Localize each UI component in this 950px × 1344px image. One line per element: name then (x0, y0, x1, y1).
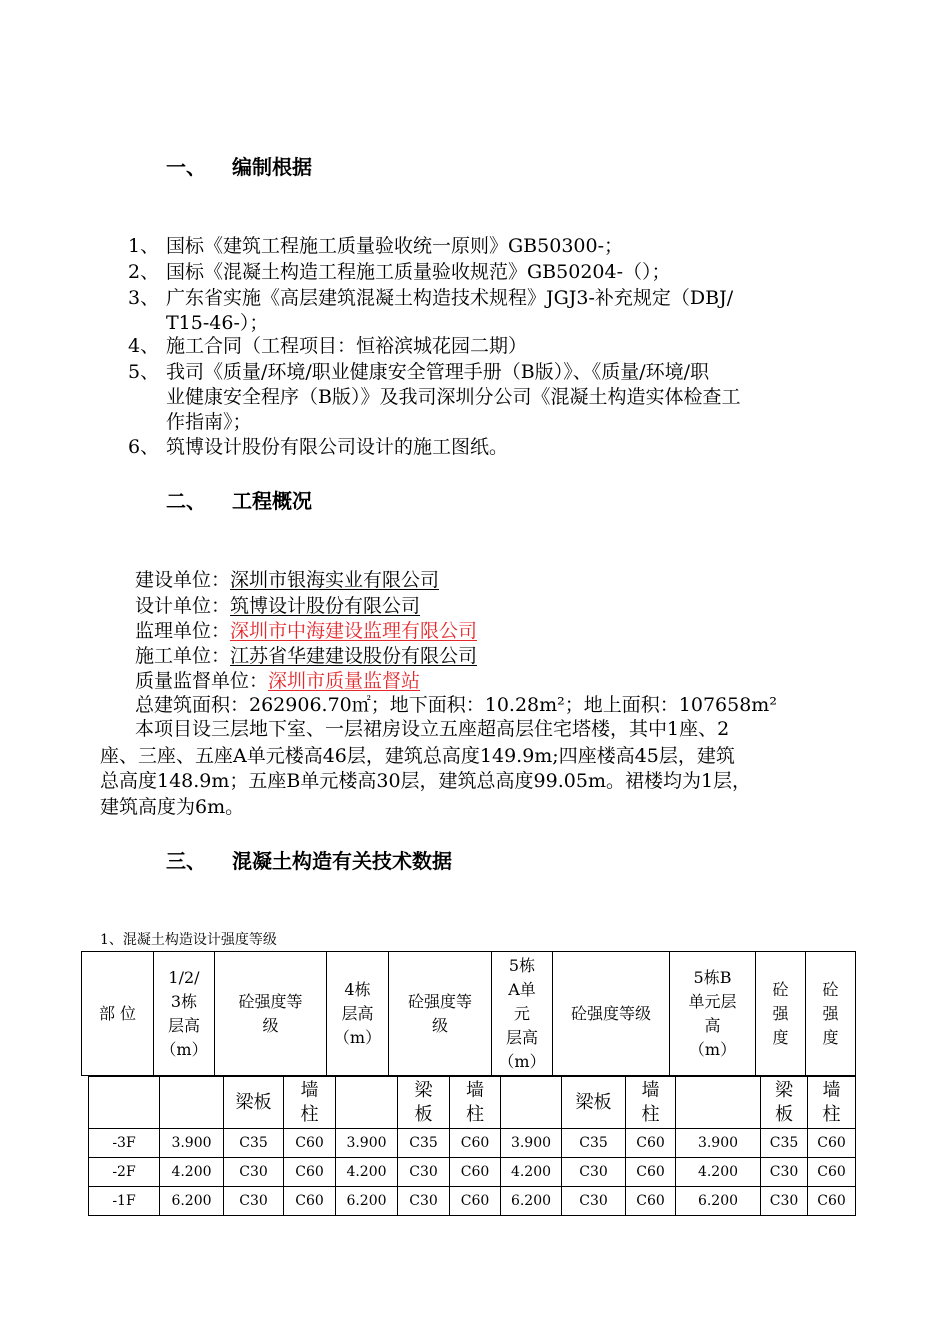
header-grade-2 (389, 952, 492, 1076)
table-cell: C60 (808, 1129, 856, 1158)
contractor-line (135, 644, 477, 669)
heading-title: 混凝土构造有关技术数据 (232, 849, 452, 873)
table-cell: C60 (626, 1158, 676, 1187)
header-grade-1 (215, 952, 327, 1076)
header-text: 元 (513, 1003, 530, 1023)
header-height-5a (492, 952, 553, 1076)
table-cell: C35 (398, 1129, 450, 1158)
table-cell: C60 (808, 1158, 856, 1187)
description-line: 本项目设三层地下室、一层裙房设立五座超高层住宅塔楼，其中1座、2 (135, 718, 730, 740)
header-text: 度 (822, 1027, 839, 1047)
list-index: 6、 (128, 436, 160, 458)
header-text: 砼强度等 (238, 991, 303, 1011)
list-item (128, 260, 858, 284)
supervisor-link[interactable]: 深圳市中海建设监理有限公司 (230, 620, 478, 642)
contractor-link[interactable]: 江苏省华建建设股份有限公司 (230, 645, 478, 667)
header-text: 级 (262, 1015, 279, 1035)
header-height-4 (327, 952, 389, 1076)
info-label: 质量监督单位： (135, 670, 269, 692)
table-cell: C35 (562, 1129, 626, 1158)
header-text: 5栋 (508, 955, 536, 975)
header-text: 度 (772, 1027, 789, 1047)
list-index: 4、 (128, 335, 160, 357)
table-cell: 3.900 (676, 1129, 761, 1158)
table-cell: C30 (224, 1187, 284, 1216)
table-cell: 3.900 (160, 1129, 224, 1158)
table-cell: 4.200 (336, 1158, 398, 1187)
sub-header-text: 柱 (822, 1103, 841, 1125)
header-text: 1/2/ (168, 967, 200, 987)
table-cell: C30 (398, 1158, 450, 1187)
supervisor-line (135, 619, 477, 644)
table-cell: C30 (562, 1187, 626, 1216)
header-text: 高 (704, 1015, 721, 1035)
header-text: 5栋B (693, 967, 732, 987)
list-index: 5、 (128, 361, 160, 383)
header-text: 4栋 (344, 979, 371, 999)
sub-header-text: 柱 (300, 1103, 319, 1125)
table-cell: C60 (626, 1187, 676, 1216)
section-heading-3 (166, 845, 452, 874)
list-item (128, 234, 858, 258)
table-cell: C60 (284, 1129, 336, 1158)
header-text: 层高 (167, 1015, 200, 1035)
table-cell: 6.200 (160, 1187, 224, 1216)
description-line: 建筑高度为6m。 (100, 796, 245, 818)
table-row (89, 1129, 856, 1158)
table-cell: -2F (89, 1158, 160, 1187)
header-height-5b (670, 952, 756, 1076)
table-cell: C35 (761, 1129, 808, 1158)
table-cell: 6.200 (336, 1187, 398, 1216)
table-cell: C30 (761, 1158, 808, 1187)
sub-header-beam-slab (398, 1077, 450, 1129)
header-text: 砼 (772, 979, 789, 999)
sub-header-empty (336, 1077, 398, 1129)
sub-header-text: 板 (775, 1103, 793, 1125)
heading-title: 工程概况 (232, 489, 312, 513)
list-item (128, 435, 858, 459)
quality-line (135, 669, 420, 694)
heading-number: 二、 (166, 489, 206, 513)
table-row (89, 1158, 856, 1187)
list-text: 施工合同（工程项目：恒裕滨城花园二期） (166, 335, 528, 357)
sub-header-empty (501, 1077, 562, 1129)
table-cell: 4.200 (676, 1158, 761, 1187)
header-text: 层高 (505, 1027, 538, 1047)
table-cell: C30 (761, 1187, 808, 1216)
strength-table-body (88, 1076, 856, 1216)
heading-title: 编制根据 (232, 155, 312, 179)
list-index: 1、 (128, 235, 160, 257)
sub-header-empty (160, 1077, 224, 1129)
header-strength-2 (806, 952, 856, 1076)
list-index: 3、 (128, 287, 160, 309)
info-label: 设计单位： (135, 595, 231, 617)
list-text-continued: 作指南》； (166, 411, 252, 433)
sub-header-text: 墙 (466, 1079, 484, 1101)
list-item (128, 334, 858, 358)
table-cell: C30 (398, 1187, 450, 1216)
header-text: （m） (333, 1027, 382, 1047)
sub-header-wall-col (284, 1077, 336, 1129)
table-cell: 3.900 (501, 1129, 562, 1158)
strength-table-header (81, 951, 856, 1076)
sub-header-wall-col (450, 1077, 501, 1129)
heading-number: 三、 (166, 849, 206, 873)
sub-header-text: 柱 (466, 1103, 484, 1125)
builder-line (135, 568, 439, 593)
header-height-123 (154, 952, 215, 1076)
list-text-continued: 业健康安全程序（B版）》及我司深圳分公司《混凝土构造实体检查工 (166, 386, 741, 408)
table-cell: 6.200 (501, 1187, 562, 1216)
list-text: 筑博设计股份有限公司设计的施工图纸。 (166, 436, 509, 458)
sub-header-beam-slab: 梁板 (562, 1077, 626, 1129)
table-cell: C60 (284, 1187, 336, 1216)
sub-header-text: 板 (414, 1103, 433, 1125)
header-text: 强 (772, 1003, 789, 1023)
table-cell: C60 (450, 1129, 501, 1158)
list-text: 广东省实施《高层建筑混凝土构造技术规程》JGJ3-补充规定（DBJ/ (166, 287, 734, 309)
sub-header-text: 梁 (775, 1079, 793, 1101)
list-index: 2、 (128, 261, 160, 283)
designer-link[interactable]: 筑博设计股份有限公司 (230, 595, 421, 617)
table-row (89, 1187, 856, 1216)
table-cell: C30 (562, 1158, 626, 1187)
info-label: 建设单位： (135, 569, 231, 591)
sub-header-empty (676, 1077, 761, 1129)
header-text: A单 (508, 979, 536, 999)
table-cell: C60 (450, 1187, 501, 1216)
table-cell: C60 (450, 1158, 501, 1187)
list-text: 我司《质量/环境/职业健康安全管理手册（B版）》、《质量/环境/职 (166, 361, 710, 383)
table-cell: 4.200 (501, 1158, 562, 1187)
sub-header-beam-slab (761, 1077, 808, 1129)
table-cell: 4.200 (160, 1158, 224, 1187)
table-caption: 1、混凝土构造设计强度等级 (100, 932, 277, 948)
header-strength-1 (756, 952, 806, 1076)
table-cell: -1F (89, 1187, 160, 1216)
sub-header-text: 墙 (300, 1079, 319, 1101)
header-part: 部 位 (82, 952, 154, 1076)
sub-header-text: 墙 (641, 1079, 660, 1101)
header-text: 强 (822, 1003, 839, 1023)
sub-header-text: 柱 (641, 1103, 660, 1125)
table-cell: C60 (626, 1129, 676, 1158)
area-line: 总建筑面积：262906.70㎡；地下面积：10.28m²；地上面积：107658m² (135, 694, 777, 716)
sub-header-text: 梁 (414, 1079, 433, 1101)
table-cell: -3F (89, 1129, 160, 1158)
header-text: （m） (160, 1039, 208, 1059)
header-text: 单元层 (688, 991, 737, 1011)
header-grade-3: 砼强度等级 (553, 952, 670, 1076)
quality-link[interactable]: 深圳市质量监督站 (268, 670, 421, 692)
header-text: 级 (431, 1015, 448, 1035)
list-text: 国标《建筑工程施工质量验收统一原则》GB50300-； (166, 235, 624, 257)
table-cell: C60 (284, 1158, 336, 1187)
header-text: （m） (688, 1039, 737, 1059)
description-line: 座、三座、五座A单元楼高46层，建筑总高度149.9m;四座楼高45层，建筑 (100, 745, 735, 767)
section-heading-1 (166, 151, 312, 180)
header-text: 层高 (341, 1003, 374, 1023)
list-text: 国标《混凝土构造工程施工质量验收规范》GB50204-（）； (166, 261, 671, 283)
sub-header-empty (89, 1077, 160, 1129)
table-cell: C30 (224, 1158, 284, 1187)
designer-line (135, 594, 420, 619)
info-label: 监理单位： (135, 620, 231, 642)
header-text: （m） (498, 1051, 546, 1071)
sub-header-beam-slab: 梁板 (224, 1077, 284, 1129)
table-cell: C35 (224, 1129, 284, 1158)
list-item (128, 360, 858, 384)
header-text: 砼 (822, 979, 839, 999)
table-cell: 6.200 (676, 1187, 761, 1216)
sub-header-text: 墙 (822, 1079, 841, 1101)
table-cell: 3.900 (336, 1129, 398, 1158)
info-label: 施工单位： (135, 645, 231, 667)
table-cell: C60 (808, 1187, 856, 1216)
builder-link[interactable]: 深圳市银海实业有限公司 (230, 569, 440, 591)
list-item (128, 286, 858, 310)
sub-header-wall-col (626, 1077, 676, 1129)
header-text: 砼强度等 (407, 991, 472, 1011)
section-heading-2 (166, 485, 312, 514)
header-text: 3栋 (170, 991, 198, 1011)
sub-header-wall-col (808, 1077, 856, 1129)
heading-number: 一、 (166, 155, 206, 179)
list-text-continued: T15-46-）； (166, 312, 269, 334)
description-line: 总高度148.9m；五座B单元楼高30层，建筑总高度99.05m。裙楼均为1层， (100, 770, 752, 792)
